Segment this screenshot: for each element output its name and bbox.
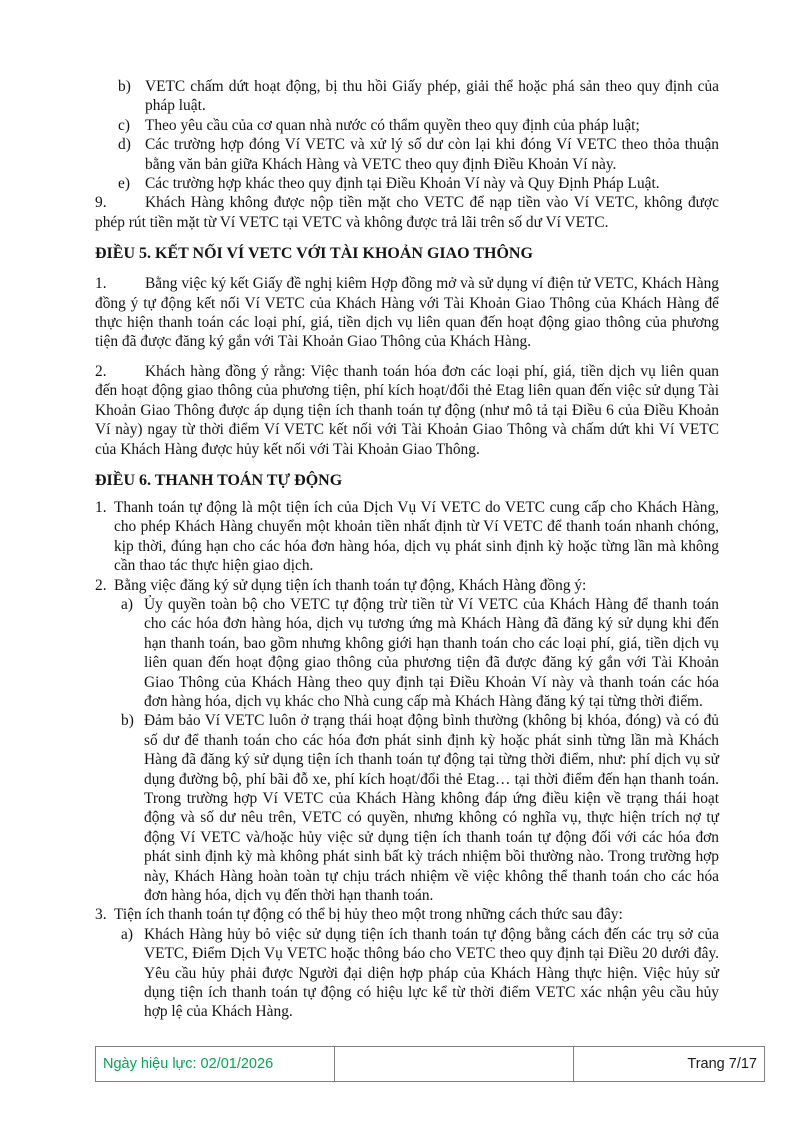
paragraph-text: Ủy quyền toàn bộ cho VETC tự động trừ tiền từ Ví VETC của Khách Hàng để thanh toán cho các hóa đơn hàng hóa, dịch vụ tương ứng mà Khách Hàng đã đăng ký sử dụng khi đến hạn thanh toán, bao gồm nhưng không giới hạn thanh toán cho các loại phí, giá, tiền dịch vụ liên quan đến hoạt động giao thông của phương tiện đã được đăng ký gắn với Tài Khoản Giao Thông của Khách Hàng theo quy định tại Điều Khoản Ví này và thanh toán các hóa đơn hàng hóa, dịch vụ khác cho Nhà cung cấp mà Khách Hàng đăng ký tại từng thời điểm. <box>144 595 719 710</box>
paragraph-text: Theo yêu cầu của cơ quan nhà nước có thẩm quyền theo quy định của pháp luật; <box>145 116 640 134</box>
numbered-paragraph <box>95 193 719 232</box>
footer-effective-date: Ngày hiệu lực: 02/01/2026 <box>96 1047 335 1082</box>
footer-page-number: Trang 7/17 <box>574 1047 765 1082</box>
paragraph-text: Đảm bảo Ví VETC luôn ở trạng thái hoạt động bình thường (không bị khóa, đóng) và có đủ số dư để thanh toán cho các hóa đơn phát sinh định kỳ hoặc phát sinh từng lần mà Khách Hàng đã đăng ký sử dụng tiện ích thanh toán tự động tại từng thời điểm, như: phí dịch vụ sử dụng đường bộ, phí bãi đỗ xe, phí kích hoạt/đổi thẻ Etag… tại thời điểm đến hạn thanh toán. Trong trường hợp Ví VETC của Khách Hàng không đáp ứng điều kiện về trạng thái hoạt động và số dư nêu trên, VETC có quyền, nhưng không có nghĩa vụ, thực hiện trích nợ tự động Ví VETC và/hoặc hủy việc sử dụng tiện ích thanh toán tự động đối với các hóa đơn phát sinh định kỳ mà không phát sinh bất kỳ trách nhiệm bồi thường nào. Trong trường hợp này, Khách Hàng hoàn toàn tự chịu trách nhiệm về việc không thể thanh toán cho các hóa đơn hàng hóa, dịch vụ đến thời hạn thanh toán. <box>144 712 719 905</box>
paragraph-text: Các trường hợp khác theo quy định tại Điều Khoản Ví này và Quy Định Pháp Luật. <box>145 175 660 193</box>
list-label: e) <box>118 175 130 193</box>
alpha-list-item <box>95 116 719 135</box>
list-label: a) <box>121 925 133 943</box>
list-label: a) <box>121 595 133 613</box>
numbered-paragraph <box>95 274 719 352</box>
numbered-paragraph <box>95 362 719 459</box>
footer-row <box>96 1047 765 1082</box>
numbered-list-item <box>95 498 719 576</box>
paragraph-text: Các trường hợp đóng Ví VETC và xử lý số dư còn lại khi đóng Ví VETC theo thỏa thuận bằng văn bản giữa Khách Hàng và VETC theo quy định Điều Khoản Ví này. <box>145 136 719 173</box>
list-label: b) <box>118 78 131 95</box>
list-label: 2. <box>95 576 107 594</box>
footer-table <box>95 1046 765 1082</box>
paragraph-text: Thanh toán tự động là một tiện ích của Dịch Vụ Ví VETC do VETC cung cấp cho Khách Hàng, cho phép Khách Hàng chuyển một khoản tiền nhất định từ Ví VETC để thanh toán nhanh chóng, kịp thời, đúng hạn cho các hóa đơn hàng hóa, dịch vụ phát sinh định kỳ hoặc từng lần mà không cần thao tác thực hiện giao dịch. <box>114 498 719 575</box>
paragraph-text: Bằng việc đăng ký sử dụng tiện ích thanh toán tự động, Khách Hàng đồng ý: <box>114 576 587 594</box>
list-label: 2. <box>95 362 107 380</box>
paragraph-text: Khách Hàng không được nộp tiền mặt cho VETC để nạp tiền vào Ví VETC, không được phép rút tiền mặt từ Ví VETC tại VETC và không được trả lãi trên số dư Ví VETC. <box>95 194 719 231</box>
list-label: 9. <box>95 194 107 212</box>
list-label: b) <box>121 712 134 730</box>
list-label: 1. <box>95 275 107 293</box>
paragraph-text: Tiện ích thanh toán tự động có thể bị hủy theo một trong những cách thức sau đây: <box>114 906 623 924</box>
list-label: c) <box>118 116 130 134</box>
alpha-sub-item <box>95 925 719 1022</box>
list-label: 1. <box>95 498 107 516</box>
paragraph-text: Bằng việc ký kết Giấy đề nghị kiêm Hợp đồng mở và sử dụng ví điện tử VETC, Khách Hàng đồng ý tự động kết nối Ví VETC của Khách Hàng với Tài Khoản Giao Thông của Khách Hàng để thực hiện thanh toán các loại phí, giá, tiền dịch vụ liên quan đến hoạt động giao thông của phương tiện đã được đăng ký gắn với Tài Khoản Giao Thông của Khách Hàng. <box>95 275 719 351</box>
alpha-sub-item <box>95 595 719 711</box>
list-label: d) <box>118 136 131 154</box>
section-heading: ĐIỀU 5. KẾT NỐI VÍ VETC VỚI TÀI KHOẢN GIAO THÔNG <box>95 245 533 263</box>
numbered-list-item <box>95 905 719 924</box>
alpha-list-item <box>95 77 719 116</box>
section-heading: ĐIỀU 6. THANH TOÁN TỰ ĐỘNG <box>95 471 343 489</box>
numbered-list-item <box>95 576 719 595</box>
footer-middle-cell <box>335 1047 574 1082</box>
list-label: 3. <box>95 906 107 924</box>
paragraph-text: VETC chấm dứt hoạt động, bị thu hồi Giấy phép, giải thể hoặc phá sản theo quy định của pháp luật. <box>145 78 719 115</box>
document-body <box>95 77 719 1022</box>
paragraph-text: Khách Hàng hủy bỏ việc sử dụng tiện ích thanh toán tự động bằng cách đến các trụ sở của VETC, Điểm Dịch Vụ VETC hoặc thông báo cho VETC theo quy định tại Điều 20 dưới đây. Yêu cầu hủy phải được Người đại diện hợp pháp của Khách Hàng thực hiện. Việc hủy sử dụng tiện ích thanh toán tự động có hiệu lực kể từ thời điểm VETC xác nhận yêu cầu hủy hợp lệ của Khách Hàng. <box>144 925 719 1021</box>
alpha-list-item <box>95 174 719 193</box>
paragraph-text: Khách hàng đồng ý rằng: Việc thanh toán hóa đơn các loại phí, giá, tiền dịch vụ liên quan đến hoạt động giao thông của phương tiện, phí kích hoạt/đổi thẻ Etag liên quan đến việc sử dụng Tài Khoản Giao Thông được áp dụng tiện ích thanh toán tự động (như mô tả tại Điều 6 của Điều Khoản Ví này) ngay từ thời điểm Ví VETC kết nối với Tài Khoản Giao Thông và chấm dứt khi Ví VETC của Khách Hàng được hủy kết nối với Tài Khoản Giao Thông. <box>95 362 719 458</box>
alpha-sub-item <box>95 711 719 905</box>
alpha-list-item <box>95 135 719 174</box>
